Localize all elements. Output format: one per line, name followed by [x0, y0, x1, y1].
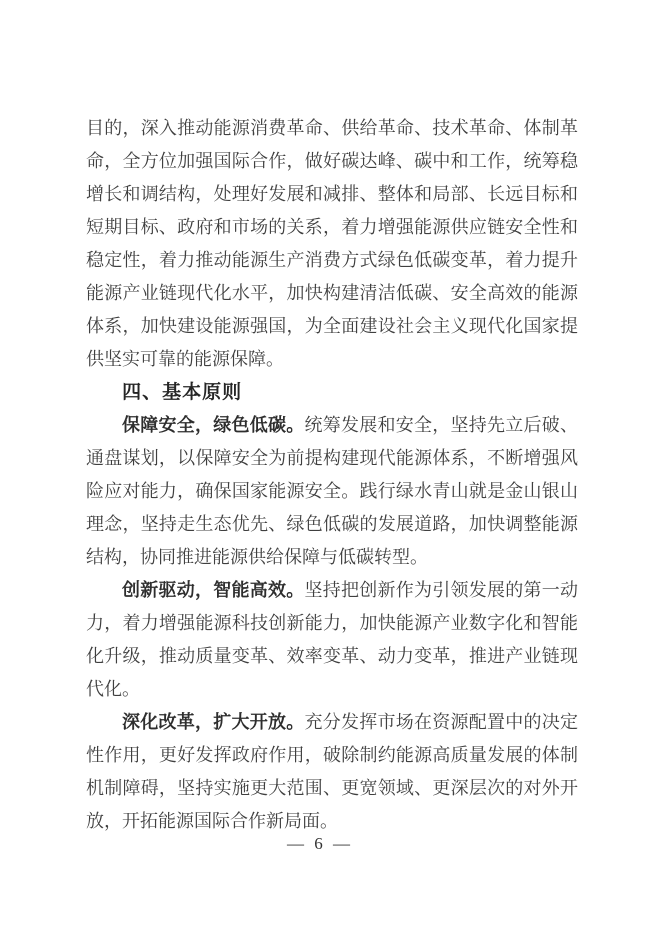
paragraph-continuation: 目的，深入推动能源消费革命、供给革命、技术革命、体制革命，全方位加强国际合作，做好碳达峰、碳中和工作，统筹稳增长和调结构，处理好发展和减排、整体和局部、长远目标和短期目标、政府和市场的关系，着力增强能源供应链安全性和稳定性，着力推动能源生产消费方式绿色低碳变革，着力提升能源产业链现代化水平，加快构建清洁低碳、安全高效的能源体系，加快建设能源强国，为全面建设社会主义现代化国家提供坚实可靠的能源保障。 [86, 118, 578, 369]
page-number: — 6 — [287, 834, 353, 853]
paragraph-guarantee-security [86, 409, 578, 574]
paragraph-lead: 深化改革，扩大开放。 [122, 712, 305, 732]
paragraph-text: 坚持把创新作为引领发展的第一动力，着力增强能源科技创新能力，加快能源产业数字化和智能化升级，推动质量变革、效率变革、动力变革，推进产业链现代化。 [86, 580, 578, 699]
paragraph-text: 统筹发展和安全，坚持先立后破、通盘谋划，以保障安全为前提构建现代能源体系，不断增强风险应对能力，确保国家能源安全。践行绿水青山就是金山银山理念，坚持走生态优先、绿色低碳的发展道路，加快调整能源结构，协同推进能源供给保障与低碳转型。 [86, 415, 578, 567]
paragraph-deepen-reform [86, 706, 578, 838]
paragraph-innovation-driven [86, 574, 578, 706]
paragraph-lead: 保障安全，绿色低碳。 [122, 415, 305, 435]
paragraph-text: 充分发挥市场在资源配置中的决定性作用，更好发挥政府作用，破除制约能源高质量发展的体制机制障碍，坚持实施更大范围、更宽领域、更深层次的对外开放，开拓能源国际合作新局面。 [86, 712, 578, 831]
paragraph-lead: 创新驱动，智能高效。 [122, 580, 305, 600]
document-body [86, 112, 578, 838]
section-heading: 四、基本原则 [122, 382, 243, 403]
